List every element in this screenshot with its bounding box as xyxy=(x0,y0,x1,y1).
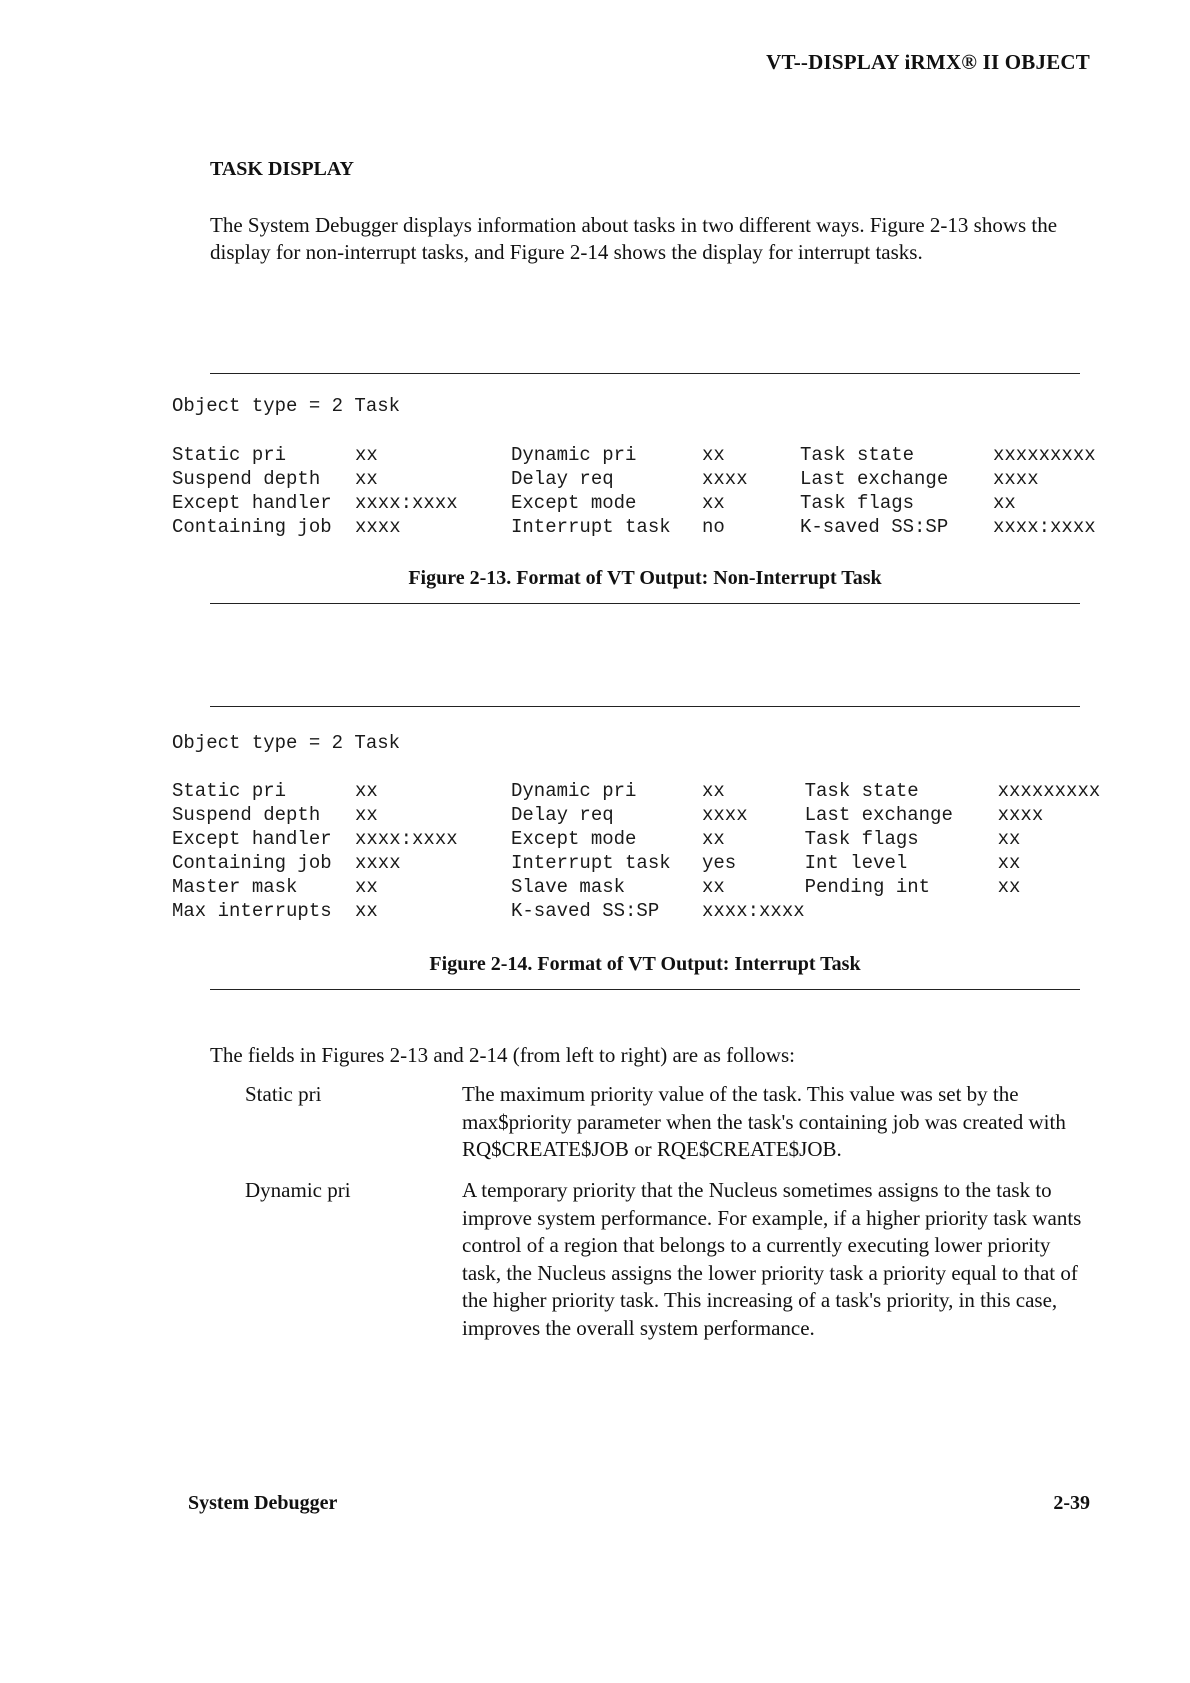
table-row xyxy=(172,900,1118,924)
field-label: Last exchange xyxy=(804,804,953,826)
field-label: Except mode xyxy=(511,828,637,850)
object-type-line: Object type = 2 Task xyxy=(172,395,401,417)
field-label: Master mask xyxy=(172,876,298,898)
table-row xyxy=(172,804,1118,828)
figure-top-rule xyxy=(210,706,1080,707)
field-label: Delay req xyxy=(511,468,614,490)
field-value: xxxxxxxxx xyxy=(993,444,1096,466)
field-label: Containing job xyxy=(172,852,332,874)
field-value: xxxxxxxxx xyxy=(997,780,1101,802)
field-value: xxxx xyxy=(993,468,1039,490)
field-label: Last exchange xyxy=(800,468,949,490)
field-label: K-saved SS:SP xyxy=(511,900,660,922)
field-label: Except handler xyxy=(172,828,332,850)
figure-bottom-rule xyxy=(210,989,1080,990)
field-value: xx xyxy=(702,492,725,514)
table-row xyxy=(172,852,1118,876)
field-value: xx xyxy=(355,780,378,802)
field-value xyxy=(998,900,1118,924)
field-value: xxxx:xxxx xyxy=(702,900,805,922)
definition-description: The maximum priority value of the task. This value was set by the max$priority parameter when the task's containing job was created with RQ$CREATE$JOB or RQE$CREATE$JOB. xyxy=(462,1082,1066,1161)
field-label: Delay req xyxy=(511,804,614,826)
field-value: xx xyxy=(997,852,1021,874)
table-row xyxy=(172,468,1113,492)
field-value: xx xyxy=(997,828,1021,850)
field-value: no xyxy=(702,516,725,538)
field-label: Except handler xyxy=(172,492,332,514)
field-label: Task state xyxy=(804,780,919,802)
field-label: Static pri xyxy=(172,444,287,466)
vt-output-table-interrupt xyxy=(172,780,1118,924)
field-label: Except mode xyxy=(511,492,637,514)
field-value: xx xyxy=(355,900,378,922)
field-label: Dynamic pri xyxy=(511,444,637,466)
section-title: TASK DISPLAY xyxy=(210,158,354,180)
field-label: Pending int xyxy=(804,876,931,898)
field-value: xx xyxy=(702,444,725,466)
field-value: xxxx:xxxx xyxy=(993,516,1096,538)
table-row xyxy=(172,876,1118,900)
field-value: xx xyxy=(702,828,725,850)
field-label: Task flags xyxy=(804,828,919,850)
field-value: xxxx xyxy=(355,852,401,874)
field-value: xx xyxy=(355,876,378,898)
object-type-line: Object type = 2 Task xyxy=(172,732,401,754)
field-label: Interrupt task xyxy=(511,852,671,874)
field-label: Max interrupts xyxy=(172,900,332,922)
figure-caption: Figure 2-14. Format of VT Output: Interrupt Task xyxy=(429,953,861,975)
field-value: xxxx xyxy=(355,516,401,538)
table-row xyxy=(172,516,1113,540)
page-number: 2-39 xyxy=(1053,1492,1090,1514)
field-value: xx xyxy=(997,876,1021,898)
fields-intro: The fields in Figures 2-13 and 2-14 (from left to right) are as follows: xyxy=(210,1043,795,1067)
field-value: xx xyxy=(702,876,725,898)
field-label: Slave mask xyxy=(511,876,626,898)
field-label: Int level xyxy=(804,852,908,874)
field-value: xx xyxy=(355,804,378,826)
table-row xyxy=(172,828,1118,852)
field-label: Interrupt task xyxy=(511,516,671,538)
intro-paragraph: The System Debugger displays information about tasks in two different ways. Figure 2-13 shows the display for non-interrupt tasks, and Figure 2-14 shows the display for interrupt tasks. xyxy=(210,213,1058,264)
definition-description: A temporary priority that the Nucleus sometimes assigns to the task to improve system performance. For example, if a higher priority task wants control of a region that belongs to a currently executing lower priority task, the Nucleus assigns the lower priority task a priority equal to that of the higher priority task. This increasing of a task's priority, in this case, improves the overall system performance. xyxy=(462,1178,1082,1340)
field-label: Dynamic pri xyxy=(511,780,637,802)
figure-bottom-rule xyxy=(210,603,1080,604)
field-label: Task flags xyxy=(800,492,915,514)
vt-table xyxy=(172,780,1118,924)
table-row xyxy=(172,780,1118,804)
figure-caption: Figure 2-13. Format of VT Output: Non-Interrupt Task xyxy=(408,567,882,589)
field-value: xxxx:xxxx xyxy=(355,492,458,514)
field-label: Suspend depth xyxy=(172,804,321,826)
field-value: xxxx:xxxx xyxy=(355,828,458,850)
table-row xyxy=(172,444,1113,468)
field-label: Suspend depth xyxy=(172,468,321,490)
field-value: xx xyxy=(993,492,1016,514)
definition-term: Static pri xyxy=(245,1082,322,1106)
vt-output-table-non-interrupt xyxy=(172,444,1113,540)
field-value: yes xyxy=(702,852,737,874)
field-value: xxxx xyxy=(702,804,748,826)
field-label: Task state xyxy=(800,444,915,466)
field-label: Containing job xyxy=(172,516,332,538)
footer-title: System Debugger xyxy=(188,1492,338,1514)
field-value: xxxx xyxy=(997,804,1044,826)
field-label xyxy=(805,900,998,924)
field-value: xx xyxy=(702,780,725,802)
running-header: VT--DISPLAY iRMX® II OBJECT xyxy=(766,50,1090,74)
field-value: xx xyxy=(355,468,378,490)
table-row xyxy=(172,492,1113,516)
field-value: xxxx xyxy=(702,468,748,490)
field-value: xx xyxy=(355,444,378,466)
field-label: Static pri xyxy=(172,780,287,802)
vt-table xyxy=(172,444,1113,540)
field-label: K-saved SS:SP xyxy=(800,516,949,538)
definition-term: Dynamic pri xyxy=(245,1178,351,1202)
figure-top-rule xyxy=(210,373,1080,374)
